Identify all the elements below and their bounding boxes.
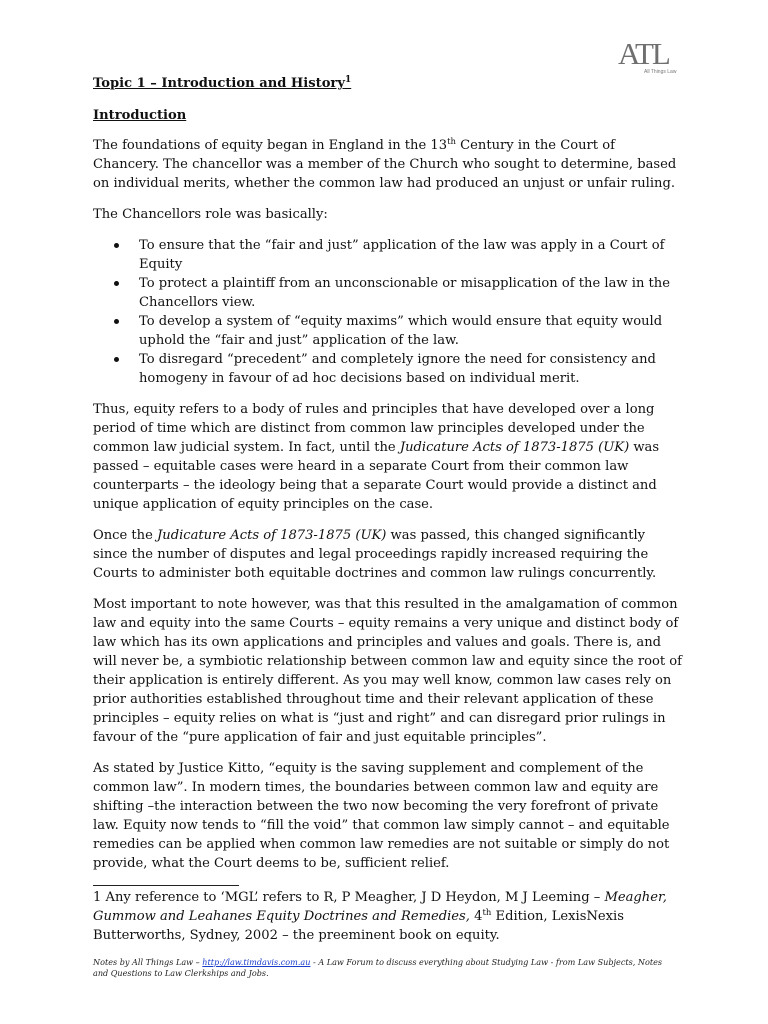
bullet-icon bbox=[114, 319, 119, 324]
page-footer-text-a: Notes by All Things Law – bbox=[93, 957, 203, 967]
list-item bbox=[93, 312, 683, 350]
paragraph-1-sup: th bbox=[447, 137, 456, 147]
list-item bbox=[93, 236, 683, 274]
paragraph-3-italic: Judicature Acts of 1873-1875 (UK) bbox=[399, 440, 630, 455]
paragraph-2: The Chancellors role was basically: bbox=[93, 207, 328, 222]
bullet-icon bbox=[114, 243, 119, 248]
page-title bbox=[93, 74, 683, 93]
paragraph-3 bbox=[93, 400, 683, 514]
title-text: Topic 1 – Introduction and History bbox=[93, 76, 345, 91]
list-item-text: To develop a system of “equity maxims” which would ensure that equity would uphold the “fair and just” application of the law. bbox=[139, 314, 663, 348]
logo-caption: All Things Law bbox=[644, 69, 677, 75]
page-footer-text-b: - A Law Forum to discuss everything about Studying Law - from Law Subjects, Notes and Questions to Law Clerkships and Jobs. bbox=[93, 957, 663, 978]
list-item-text: To protect a plaintiff from an unconscionable or misapplication of the law in the Chancellors view. bbox=[139, 276, 670, 310]
paragraph-6: As stated by Justice Kitto, “equity is the saving supplement and complement of the common law”. In modern times, the boundaries between common law and equity are shifting –the interaction between the two now becoming the very forefront of private law. Equity now tends to “fill the void” that common law simply cannot – and equitable remedies can be applied when common law remedies are not suitable or simply do not provide, what the Court deems to be, sufficient relief. bbox=[93, 761, 670, 871]
logo-letters: ATL bbox=[618, 36, 669, 71]
list-item-text: To disregard “precedent” and completely ignore the need for consistency and homogeny in favour of ad hoc decisions based on individual merit. bbox=[139, 352, 656, 386]
footnote-italic: Meagher, Gummow and Leahanes Equity Doctrines and Remedies, bbox=[93, 890, 667, 924]
paragraph-1-text-b: Century in the Court of Chancery. The chancellor was a member of the Church who sought to determine, based on individual merits, whether the common law had produced an unjust or unfair ruling. bbox=[93, 138, 677, 191]
paragraph-4-italic: Judicature Acts of 1873-1875 (UK) bbox=[157, 528, 387, 543]
section-heading: Introduction bbox=[93, 108, 187, 123]
footnote-divider bbox=[93, 885, 239, 886]
bullet-icon bbox=[114, 281, 119, 286]
list-item bbox=[93, 350, 683, 388]
list-item bbox=[93, 274, 683, 312]
paragraph-4 bbox=[93, 526, 683, 583]
paragraph-4-text-a: Once the bbox=[93, 528, 158, 543]
paragraph-3-text-a: Thus, equity refers to a body of rules and principles that have developed over a long period of time which are distinct from common law principles developed under the common law judicial system. In fact, until the bbox=[93, 402, 655, 455]
footnote-text-b: 4 bbox=[469, 909, 483, 924]
bullet-list bbox=[93, 236, 683, 388]
footnote-sup: th bbox=[482, 908, 492, 918]
paragraph-3-text-b: was passed – equitable cases were heard in a separate Court from their common law counterparts – the ideology being that a separate Court would provide a distinct and unique application of equity principles on the case. bbox=[93, 440, 660, 512]
paragraph-1 bbox=[93, 136, 683, 193]
forum-link[interactable]: http://law.timdavis.com.au bbox=[202, 957, 311, 967]
footnote-text-c: Edition, LexisNexis Butterworths, Sydney, 2002 – the preeminent book on equity. bbox=[93, 909, 624, 943]
page-footer bbox=[93, 957, 673, 979]
paragraph-5: Most important to note however, was that this resulted in the amalgamation of common law and equity into the same Courts – equity remains a very unique and distinct body of law which has its own applications and principles and values and goals. There is, and will never be, a symbiotic relationship between common law and equity since the root of their application is entirely different. As you may well know, common law cases rely on prior authorities established throughout time and their relevant application of these principles – equity relies on what is “just and right” and can disregard prior rulings in favour of the “pure application of fair and just equitable principles”. bbox=[93, 597, 682, 745]
paragraph-1-text-a: The foundations of equity began in England in the 13 bbox=[93, 138, 448, 153]
footnote bbox=[93, 888, 693, 945]
paragraph-4-text-b: was passed, this changed significantly since the number of disputes and legal proceedings rapidly increased requiring the Courts to administer both equitable doctrines and common law rulings concurrently. bbox=[93, 528, 657, 581]
title-footnote-ref[interactable]: 1 bbox=[344, 75, 352, 85]
list-item-text: To ensure that the “fair and just” application of the law was apply in a Court of Equity bbox=[139, 238, 665, 272]
bullet-icon bbox=[114, 357, 119, 362]
footnote-text-a: 1 Any reference to ‘MGL’ refers to R, P Meagher, J D Heydon, M J Leeming – bbox=[93, 890, 605, 905]
document-body bbox=[93, 74, 683, 885]
